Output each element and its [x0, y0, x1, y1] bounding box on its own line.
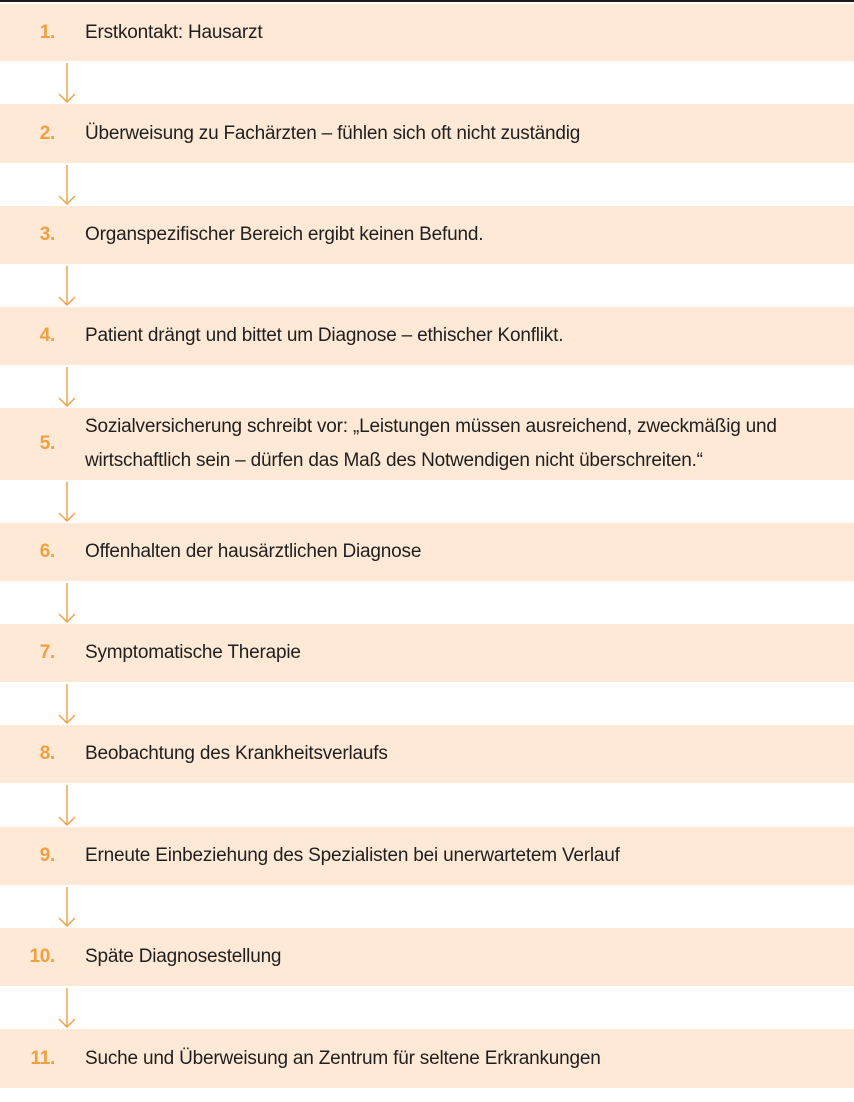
step-number: 4.	[39, 325, 55, 346]
step-text: Späte Diagnosestellung	[85, 946, 282, 967]
step-text: Symptomatische Therapie	[85, 642, 301, 663]
down-arrow-icon	[57, 264, 77, 307]
step-10	[0, 928, 854, 986]
down-arrow-icon	[57, 986, 77, 1029]
step-3	[0, 206, 854, 264]
step-number: 7.	[39, 642, 55, 663]
step-1	[0, 4, 854, 61]
step-text: Erstkontakt: Hausarzt	[85, 21, 263, 43]
down-arrow-icon	[57, 480, 77, 523]
step-text: Patient drängt und bittet um Diagnose – ethischer Konflikt.	[85, 325, 564, 346]
step-5	[0, 408, 854, 480]
step-number: 5.	[39, 433, 55, 454]
step-text: Offenhalten der hausärztlichen Diagnose	[85, 541, 422, 562]
step-number: 8.	[39, 743, 55, 764]
step-number: 9.	[39, 845, 55, 866]
step-number: 11.	[30, 1047, 55, 1069]
step-8	[0, 725, 854, 783]
down-arrow-icon	[57, 61, 77, 104]
step-text: Überweisung zu Fachärzten – fühlen sich oft nicht zuständig	[85, 122, 581, 144]
step-11	[0, 1029, 854, 1088]
step-text: Suche und Überweisung an Zentrum für seltene Erkrankungen	[85, 1047, 601, 1069]
down-arrow-icon	[57, 365, 77, 408]
step-text: Sozialversicherung schreibt vor: „Leistungen müssen ausreichend, zweckmäßig und wirtschaftlich sein – dürfen das Maß des Notwendigen nicht überschreiten.“	[85, 416, 777, 471]
top-rule	[0, 0, 854, 2]
step-text: Organspezifischer Bereich ergibt keinen Befund.	[85, 224, 484, 245]
step-number: 6.	[39, 541, 55, 562]
step-number: 10.	[29, 946, 55, 967]
step-number: 2.	[39, 122, 55, 144]
step-number: 1.	[39, 21, 55, 43]
down-arrow-icon	[57, 783, 77, 827]
step-9	[0, 827, 854, 885]
down-arrow-icon	[57, 581, 77, 624]
down-arrow-icon	[57, 163, 77, 206]
step-text: Erneute Einbeziehung des Spezialisten bei unerwartetem Verlauf	[85, 845, 620, 866]
step-text: Beobachtung des Krankheitsverlaufs	[85, 743, 388, 764]
down-arrow-icon	[57, 885, 77, 928]
step-7	[0, 624, 854, 682]
step-2	[0, 104, 854, 163]
down-arrow-icon	[57, 682, 77, 725]
step-6	[0, 523, 854, 581]
step-4	[0, 307, 854, 365]
step-number: 3.	[39, 224, 55, 245]
